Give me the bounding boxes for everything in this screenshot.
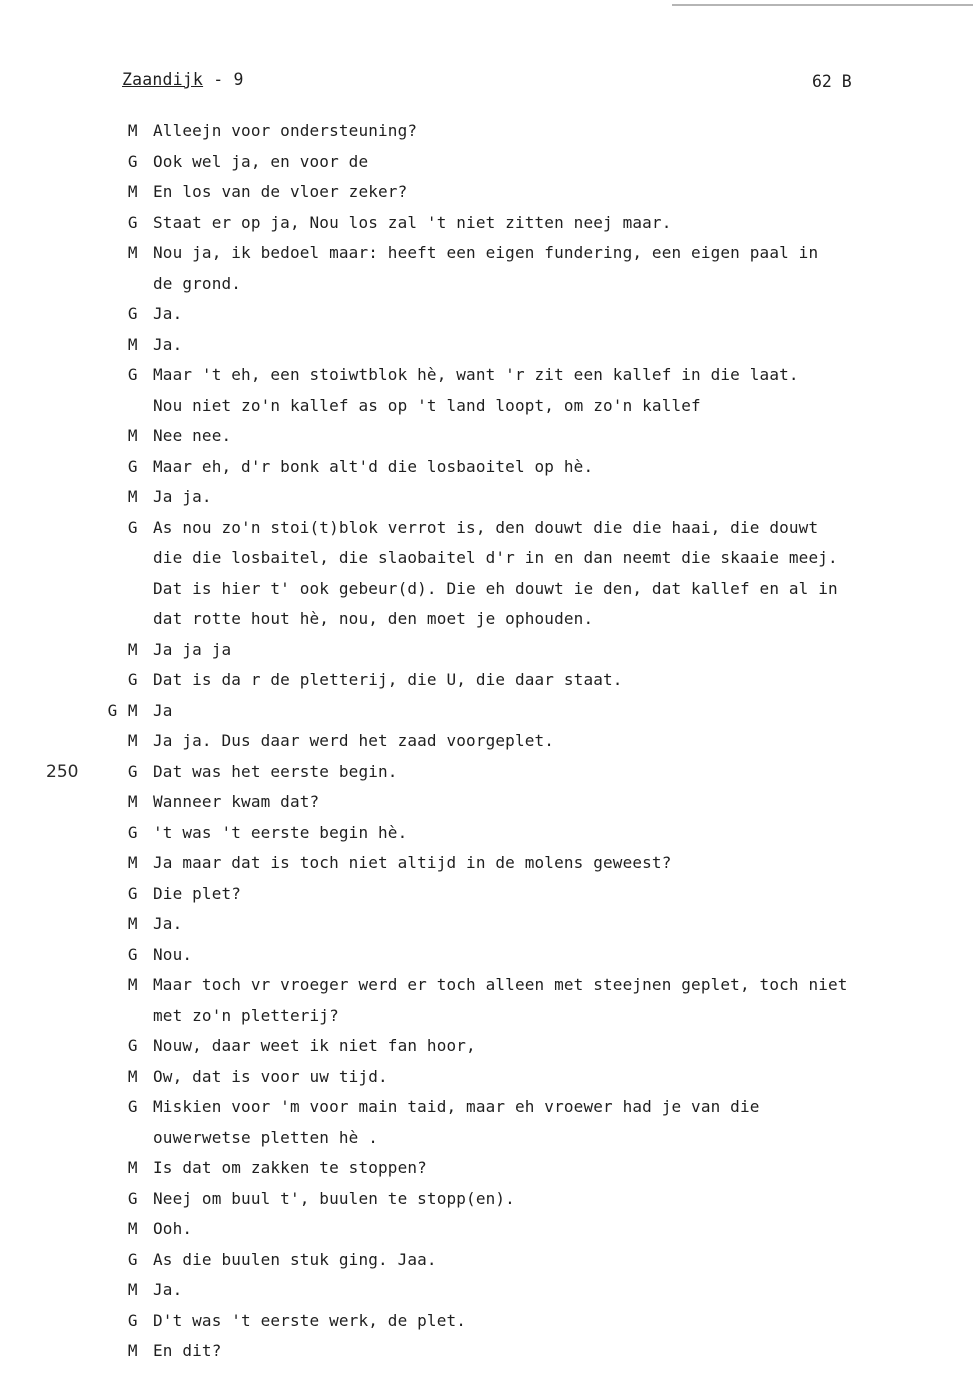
speaker-label: G [127,517,138,537]
speaker-label: M [127,1280,138,1299]
utterance-text: 't was 't eerste begin hè. [153,822,408,842]
utterance-text: Ja. [153,1280,183,1299]
utterance-text: Staat er op ja, Nou los zal 't niet zitten neej maar. [153,212,672,232]
transcript-line [0,1245,973,1276]
transcript-line [0,635,973,666]
utterance-text: Nee nee. [153,426,232,445]
utterance-text: Ja ja. Dus daar werd het zaad voorgeplet. [153,731,555,750]
speaker-label: G [127,456,138,476]
transcript-line [0,818,973,849]
speaker-label: M [127,1219,138,1238]
transcript-line [0,513,973,544]
speaker-label: M [127,243,138,262]
utterance-text: En dit? [153,1341,222,1360]
transcript-line [0,909,973,940]
transcript-line [0,787,973,818]
transcript [0,116,973,1367]
speaker-label: G [127,883,138,903]
utterance-text: Ooh. [153,1219,193,1238]
transcript-line [0,1153,973,1184]
transcript-line [0,482,973,513]
speaker-label: M [127,182,138,201]
utterance-text: Ow, dat is voor uw tijd. [153,1066,388,1086]
transcript-line [0,726,973,757]
speaker-label: G [127,944,138,964]
transcript-line [0,1123,973,1154]
utterance-text: Neej om buul t', buulen te stopp(en). [153,1188,515,1208]
transcript-line [0,299,973,330]
transcript-line [0,1031,973,1062]
transcript-line [0,665,973,696]
utterance-text: D't was 't eerste werk, de plet. [153,1310,467,1330]
speaker-label: G [127,365,138,384]
header-place: Zaandijk [122,70,204,89]
header-sheet-number: - 9 [203,70,244,89]
speaker-label: M [127,792,138,811]
utterance-text: As nou zo'n stoi(t)blok verrot is, den douwt die die haai, die douwt [153,517,819,537]
speaker-label: M [127,914,138,933]
utterance-text: Maar toch vr vroeger werd er toch alleen met steejnen geplet, toch niet [153,975,848,994]
utterance-text: Ja maar dat is toch niet altijd in de molens geweest? [153,853,672,872]
transcript-line [0,116,973,147]
utterance-text: Ja ja. [153,487,212,506]
speaker-label: G [127,1310,138,1330]
transcript-line [0,147,973,178]
transcript-line [0,1214,973,1245]
speaker-label: M [127,1158,138,1177]
speaker-label: G [127,1036,138,1055]
transcript-line [0,848,973,879]
utterance-text: Die plet? [153,883,242,903]
utterance-text: Nou ja, ik bedoel maar: heeft een eigen fundering, een eigen paal in [153,243,819,262]
transcript-line [0,330,973,361]
utterance-text: de grond. [153,273,242,293]
transcript-line [0,879,973,910]
speaker-label: M [127,426,138,445]
utterance-text: Dat is hier t' ook gebeur(d). Die eh douwt ie den, dat kallef en al in [153,578,838,598]
utterance-text: Dat was het eerste begin. [153,761,398,781]
transcript-line [0,238,973,269]
speaker-label: G [127,212,138,232]
speaker-label: G [127,151,138,171]
transcript-line [0,1001,973,1032]
transcript-line [0,421,973,452]
page-number: 62 B [812,72,852,91]
transcript-line [0,452,973,483]
utterance-text: Nou niet zo'n kallef as op 't land loopt, om zo'n kallef [153,395,701,415]
speaker-label: G [127,670,138,689]
utterance-text: Wanneer kwam dat? [153,792,320,811]
margin-line-number: 250 [46,761,79,782]
transcript-line [0,269,973,300]
utterance-text: As die buulen stuk ging. Jaa. [153,1249,437,1269]
utterance-text: Is dat om zakken te stoppen? [153,1158,427,1177]
speaker-label: M [127,975,138,994]
transcript-line [0,757,973,788]
transcript-line [0,543,973,574]
speaker-label: M [127,853,138,872]
speaker-label: G [127,761,138,781]
speaker-label: G [127,822,138,842]
speaker-label: G [127,1188,138,1208]
utterance-text: Nouw, daar weet ik niet fan hoor, [153,1036,476,1055]
transcript-line [0,1336,973,1367]
transcript-line [0,1306,973,1337]
speaker-label: M [127,487,138,506]
speaker-label: G [127,304,138,323]
utterance-text: die die losbaitel, die slaobaitel d'r in en dan neemt die skaaie meej. [153,548,838,567]
speaker-label: M [127,731,138,750]
transcript-line [0,1092,973,1123]
speaker-label: G [127,1249,138,1269]
transcript-line [0,177,973,208]
utterance-text: Maar 't eh, een stoiwtblok hè, want 'r zit een kallef in die laat. [153,365,799,384]
transcript-line [0,940,973,971]
speaker-label: G [127,1097,138,1116]
transcript-line [0,604,973,635]
speaker-label: M [127,1066,138,1086]
utterance-text: Miskien voor 'm voor main taid, maar eh vroewer had je van die [153,1097,760,1116]
utterance-text: Dat is da r de pletterij, die U, die daar staat. [153,670,623,689]
utterance-text: Ook wel ja, en voor de [153,151,369,171]
transcript-line [0,696,973,727]
transcript-line [0,574,973,605]
utterance-text: Ja. [153,304,183,323]
utterance-text: ouwerwetse pletten hè . [153,1127,379,1147]
top-rule [672,4,973,6]
transcript-line [0,1275,973,1306]
utterance-text: met zo'n pletterij? [153,1005,339,1025]
speaker-label: M [127,1341,138,1360]
utterance-text: Maar eh, d'r bonk alt'd die losbaoitel op hè. [153,456,594,476]
transcript-line [0,208,973,239]
transcript-line [0,1184,973,1215]
speaker-label: M [127,334,138,354]
transcript-line [0,360,973,391]
utterance-text: Ja ja ja [153,639,232,659]
speaker-label: G M [107,700,138,720]
page-header-left [122,70,244,89]
utterance-text: Ja [153,700,173,720]
utterance-text: Ja. [153,914,183,933]
speaker-label: M [127,121,138,140]
utterance-text: En los van de vloer zeker? [153,182,408,201]
utterance-text: Nou. [153,944,193,964]
transcript-line [0,970,973,1001]
speaker-label: M [127,639,138,659]
transcript-line [0,391,973,422]
utterance-text: Ja. [153,334,183,354]
utterance-text: Alleejn voor ondersteuning? [153,121,418,140]
transcript-line [0,1062,973,1093]
utterance-text: dat rotte hout hè, nou, den moet je ophouden. [153,609,594,628]
